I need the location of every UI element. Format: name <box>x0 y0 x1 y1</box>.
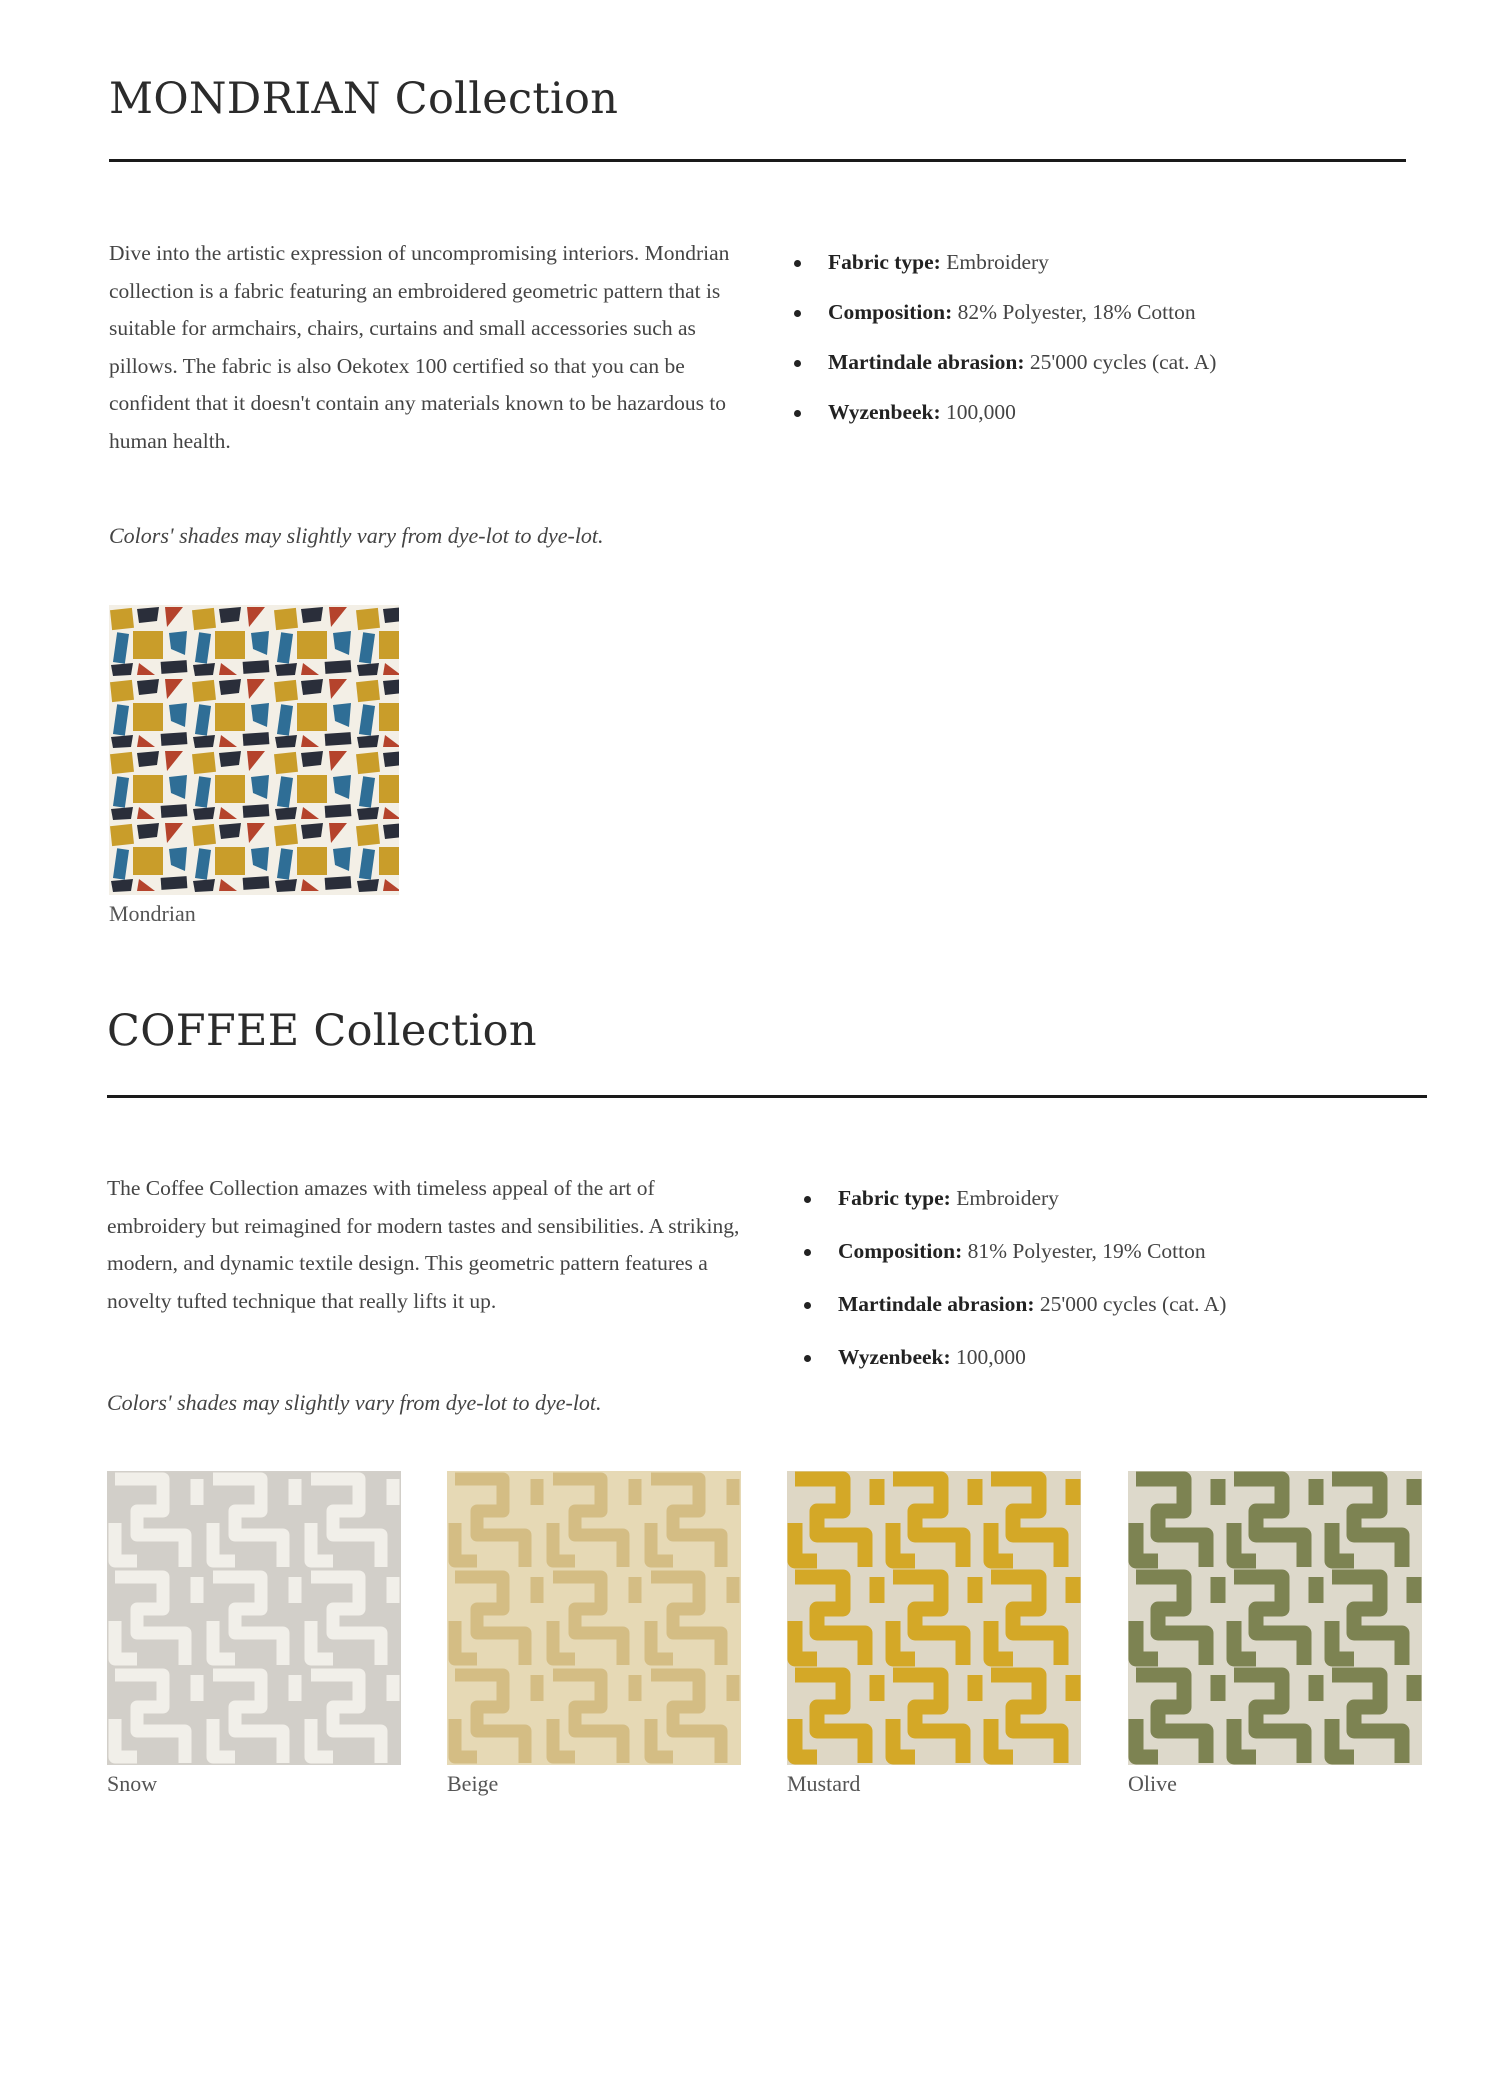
collection-description: The Coffee Collection amazes with timeless appeal of the art of embroidery but reimagined for modern tastes and sensibilities. A striking, modern, and dynamic textile design. This geometric pattern features a novelty tufted technique that really lifts it up. <box>107 1176 740 1313</box>
snow-fabric-image <box>107 1471 401 1765</box>
title-divider <box>107 1095 1427 1098</box>
spec-list <box>802 1186 1226 1370</box>
mustard-fabric-image <box>787 1471 1081 1765</box>
swatch-olive[interactable] <box>1128 1471 1422 1797</box>
spec-value: Embroidery <box>946 250 1049 274</box>
collection-description: Dive into the artistic expression of uncompromising interiors. Mondrian collection is a fabric featuring an embroidered geometric pattern that is suitable for armchairs, chairs, curtains and small accessories such as pillows. The fabric is also Oekotex 100 certified so that you can be confident that it doesn't contain any materials known to be hazardous to human health. <box>109 241 730 453</box>
swatch-mustard[interactable] <box>787 1471 1081 1797</box>
olive-fabric-image <box>1128 1471 1422 1765</box>
spec-item-martindale <box>802 1292 1226 1317</box>
swatch-label: Snow <box>107 1771 158 1796</box>
dye-lot-note: Colors' shades may slightly vary from dye-lot to dye-lot. <box>107 1390 602 1415</box>
spec-label: Composition: <box>828 300 953 324</box>
spec-value: 81% Polyester, 19% Cotton <box>967 1239 1206 1263</box>
swatch-label: Mondrian <box>109 901 196 926</box>
spec-value: 100,000 <box>946 400 1016 424</box>
spec-item-wyzenbeek <box>802 1345 1226 1370</box>
spec-value: 100,000 <box>956 1345 1026 1369</box>
collection-title: MONDRIAN Collection <box>109 74 619 124</box>
spec-label: Martindale abrasion: <box>838 1292 1035 1316</box>
beige-fabric-image <box>447 1471 741 1765</box>
spec-value: 82% Polyester, 18% Cotton <box>957 300 1196 324</box>
dye-lot-note: Colors' shades may slightly vary from dye-lot to dye-lot. <box>109 523 604 548</box>
spec-item-composition <box>802 1239 1226 1264</box>
spec-label: Fabric type: <box>838 1186 951 1210</box>
spec-label: Wyzenbeek: <box>838 1345 951 1369</box>
spec-label: Wyzenbeek: <box>828 400 941 424</box>
swatch-label: Olive <box>1128 1771 1177 1796</box>
spec-value: Embroidery <box>956 1186 1059 1210</box>
swatch-beige[interactable] <box>447 1471 741 1797</box>
spec-label: Fabric type: <box>828 250 941 274</box>
spec-label: Martindale abrasion: <box>828 350 1025 374</box>
swatch-label: Mustard <box>787 1771 861 1796</box>
swatch-label: Beige <box>447 1771 499 1796</box>
spec-label: Composition: <box>838 1239 963 1263</box>
spec-value: 25'000 cycles (cat. A) <box>1039 1292 1227 1316</box>
spec-item-fabric-type <box>802 1186 1226 1211</box>
swatch-snow[interactable] <box>107 1471 401 1797</box>
spec-value: 25'000 cycles (cat. A) <box>1029 350 1217 374</box>
collection-title: COFFEE Collection <box>107 1006 537 1056</box>
